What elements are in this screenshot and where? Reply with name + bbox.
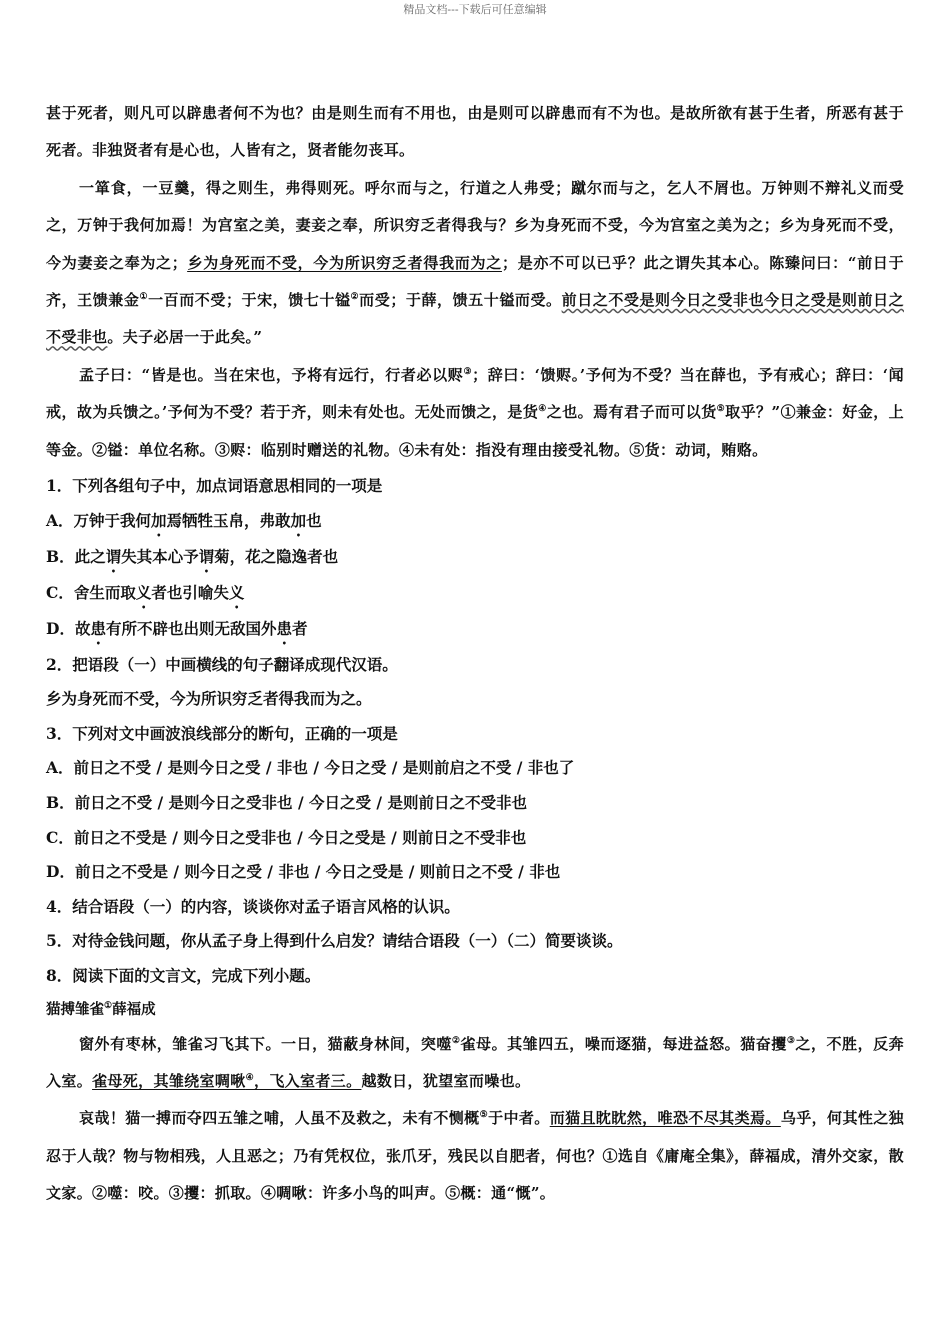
passage1-paragraph-3: 孟子曰：“皆是也。当在宋也，予将有远行，行者必以赆③；辞曰：‘馈赆。’予何为不受？当在薛也，予有戒心；辞曰：‘闻戒，故为兵馈之。’予何为不受？若于齐，则未有处也。无处而馈之，是货④之也。焉有君子而可以货⑤取乎？”①兼金：好金，上等金。②镒：单位名称。③赆：临别时赠送的礼物。④未有处：指没有理由接受礼物。⑤货：动词，贿赂。 [46, 365, 904, 459]
wavy-line-sentence: 前日之不受是则今日之受非也今日之受是则前日之不受非也 [46, 291, 904, 347]
question-3-option-a: A．前日之不受 / 是则今日之受 / 非也 / 今日之受 / 是则前启之不受 / 非也了 [46, 758, 575, 778]
page-header: 精品文档---下载后可任意编辑 [403, 3, 547, 16]
question-3-option-c: C．前日之不受是 / 则今日之受非也 / 今日之受是 / 则前日之不受非也 [46, 827, 527, 847]
question-3-option-b: B．前日之不受 / 是则今日之受非也 / 今日之受 / 是则前日之不受非也 [46, 793, 527, 813]
question-2: 2．把语段（一）中画横线的句子翻译成现代汉语。 [46, 654, 398, 674]
underlined-sentence: 乡为身死而不受，今为所识穷乏者得我而为之 [187, 253, 502, 272]
question-3-option-d: D．前日之不受是 / 则今日之受 / 非也 / 今日之受是 / 则前日之不受 / 非也 [46, 862, 561, 882]
question-3: 3．下列对文中画波浪线部分的断句，正确的一项是 [46, 723, 398, 743]
passage1-paragraph-2: 一箪食，一豆羹，得之则生，弗得则死。呼尔而与之，行道之人弗受；蹴尔而与之，乞人不屑也。万钟则不辩礼义而受之，万钟于我何加焉！为宫室之美，妻妾之奉，所识穷乏者得我与？乡为身死而不受，今为宫室之美为之；乡为身死而不受，今为妻妾之奉为之；乡为身死而不受，今为所识穷乏者得我而为之；是亦不可以已乎？此之谓失其本心。陈臻问曰：“前日于齐，王馈兼金①一百而不受；于宋，馈七十镒②而受；于薛，馈五十镒而受。前日之不受是则今日之受非也今日之受是则前日之不受非也。夫子必居一于此矣。” [46, 178, 905, 347]
passage2-paragraph-1: 窗外有枣林，雏雀习飞其下。一日，猫蔽身林间，突噬②雀母。其雏四五，噪而逐猫，每进益怒。猫奋攫③之，不胜，反奔入室。雀母死，其雏绕室啁啾④，飞入室者三。越数日，犹望室而噪也。 [46, 1034, 904, 1090]
question-1: 1．下列各组句子中，加点词语意思相同的一项是 [46, 476, 383, 496]
question-1-option-c: C．舍生而取义者也引喻失义 [46, 582, 245, 602]
question-2-sentence: 乡为身死而不受，今为所识穷乏者得我而为之。 [46, 689, 372, 709]
question-1-option-b: B．此之谓失其本心予谓菊，花之隐逸者也 [46, 546, 339, 566]
question-8: 8．阅读下面的文言文，完成下列小题。 [46, 966, 321, 985]
question-4: 4．结合语段（一）的内容，谈谈你对孟子语言风格的认识。 [46, 896, 460, 916]
passage1-paragraph-1: 甚于死者，则凡可以辟患者何不为也？由是则生而有不用也，由是则可以辟患而有不为也。是故所欲有甚于生者，所恶有甚于死者。非独贤者有是心也，人皆有之，贤者能勿丧耳。 [46, 104, 904, 160]
question-1-option-a: A．万钟于我何加焉牺牲玉帛，弗敢加也 [46, 510, 322, 530]
question-5: 5．对待金钱问题，你从孟子身上得到什么启发？请结合语段（一）（二）简要谈谈。 [46, 931, 623, 951]
question-1-option-d: D．故患有所不辟也出则无敌国外患者 [46, 618, 308, 638]
underlined-sentence-2: 雀母死，其雏绕室啁啾④，飞入室者三。 [92, 1072, 362, 1090]
document-body [46, 95, 904, 1213]
passage2-paragraph-2: 哀哉！猫一搏而夺四五雏之哺，人虽不及救之，未有不恻概⑤于中者。而猫且眈眈然，唯恐不尽其类焉。乌乎，何其性之独忍于人哉？物与物相残，人且恶之；乃有凭权位，张爪牙，残民以自肥者，何也？①选自《庸庵全集》，薛福成，清外交家，散文家。②噬：咬。③攫：抓取。④啁啾：许多小鸟的叫声。⑤概：通“慨”。 [46, 1109, 905, 1203]
passage2-title: 猫搏雏雀①薛福成 [46, 1000, 156, 1018]
underlined-sentence-3: 而猫且眈眈然，唯恐不尽其类焉。 [549, 1109, 781, 1128]
